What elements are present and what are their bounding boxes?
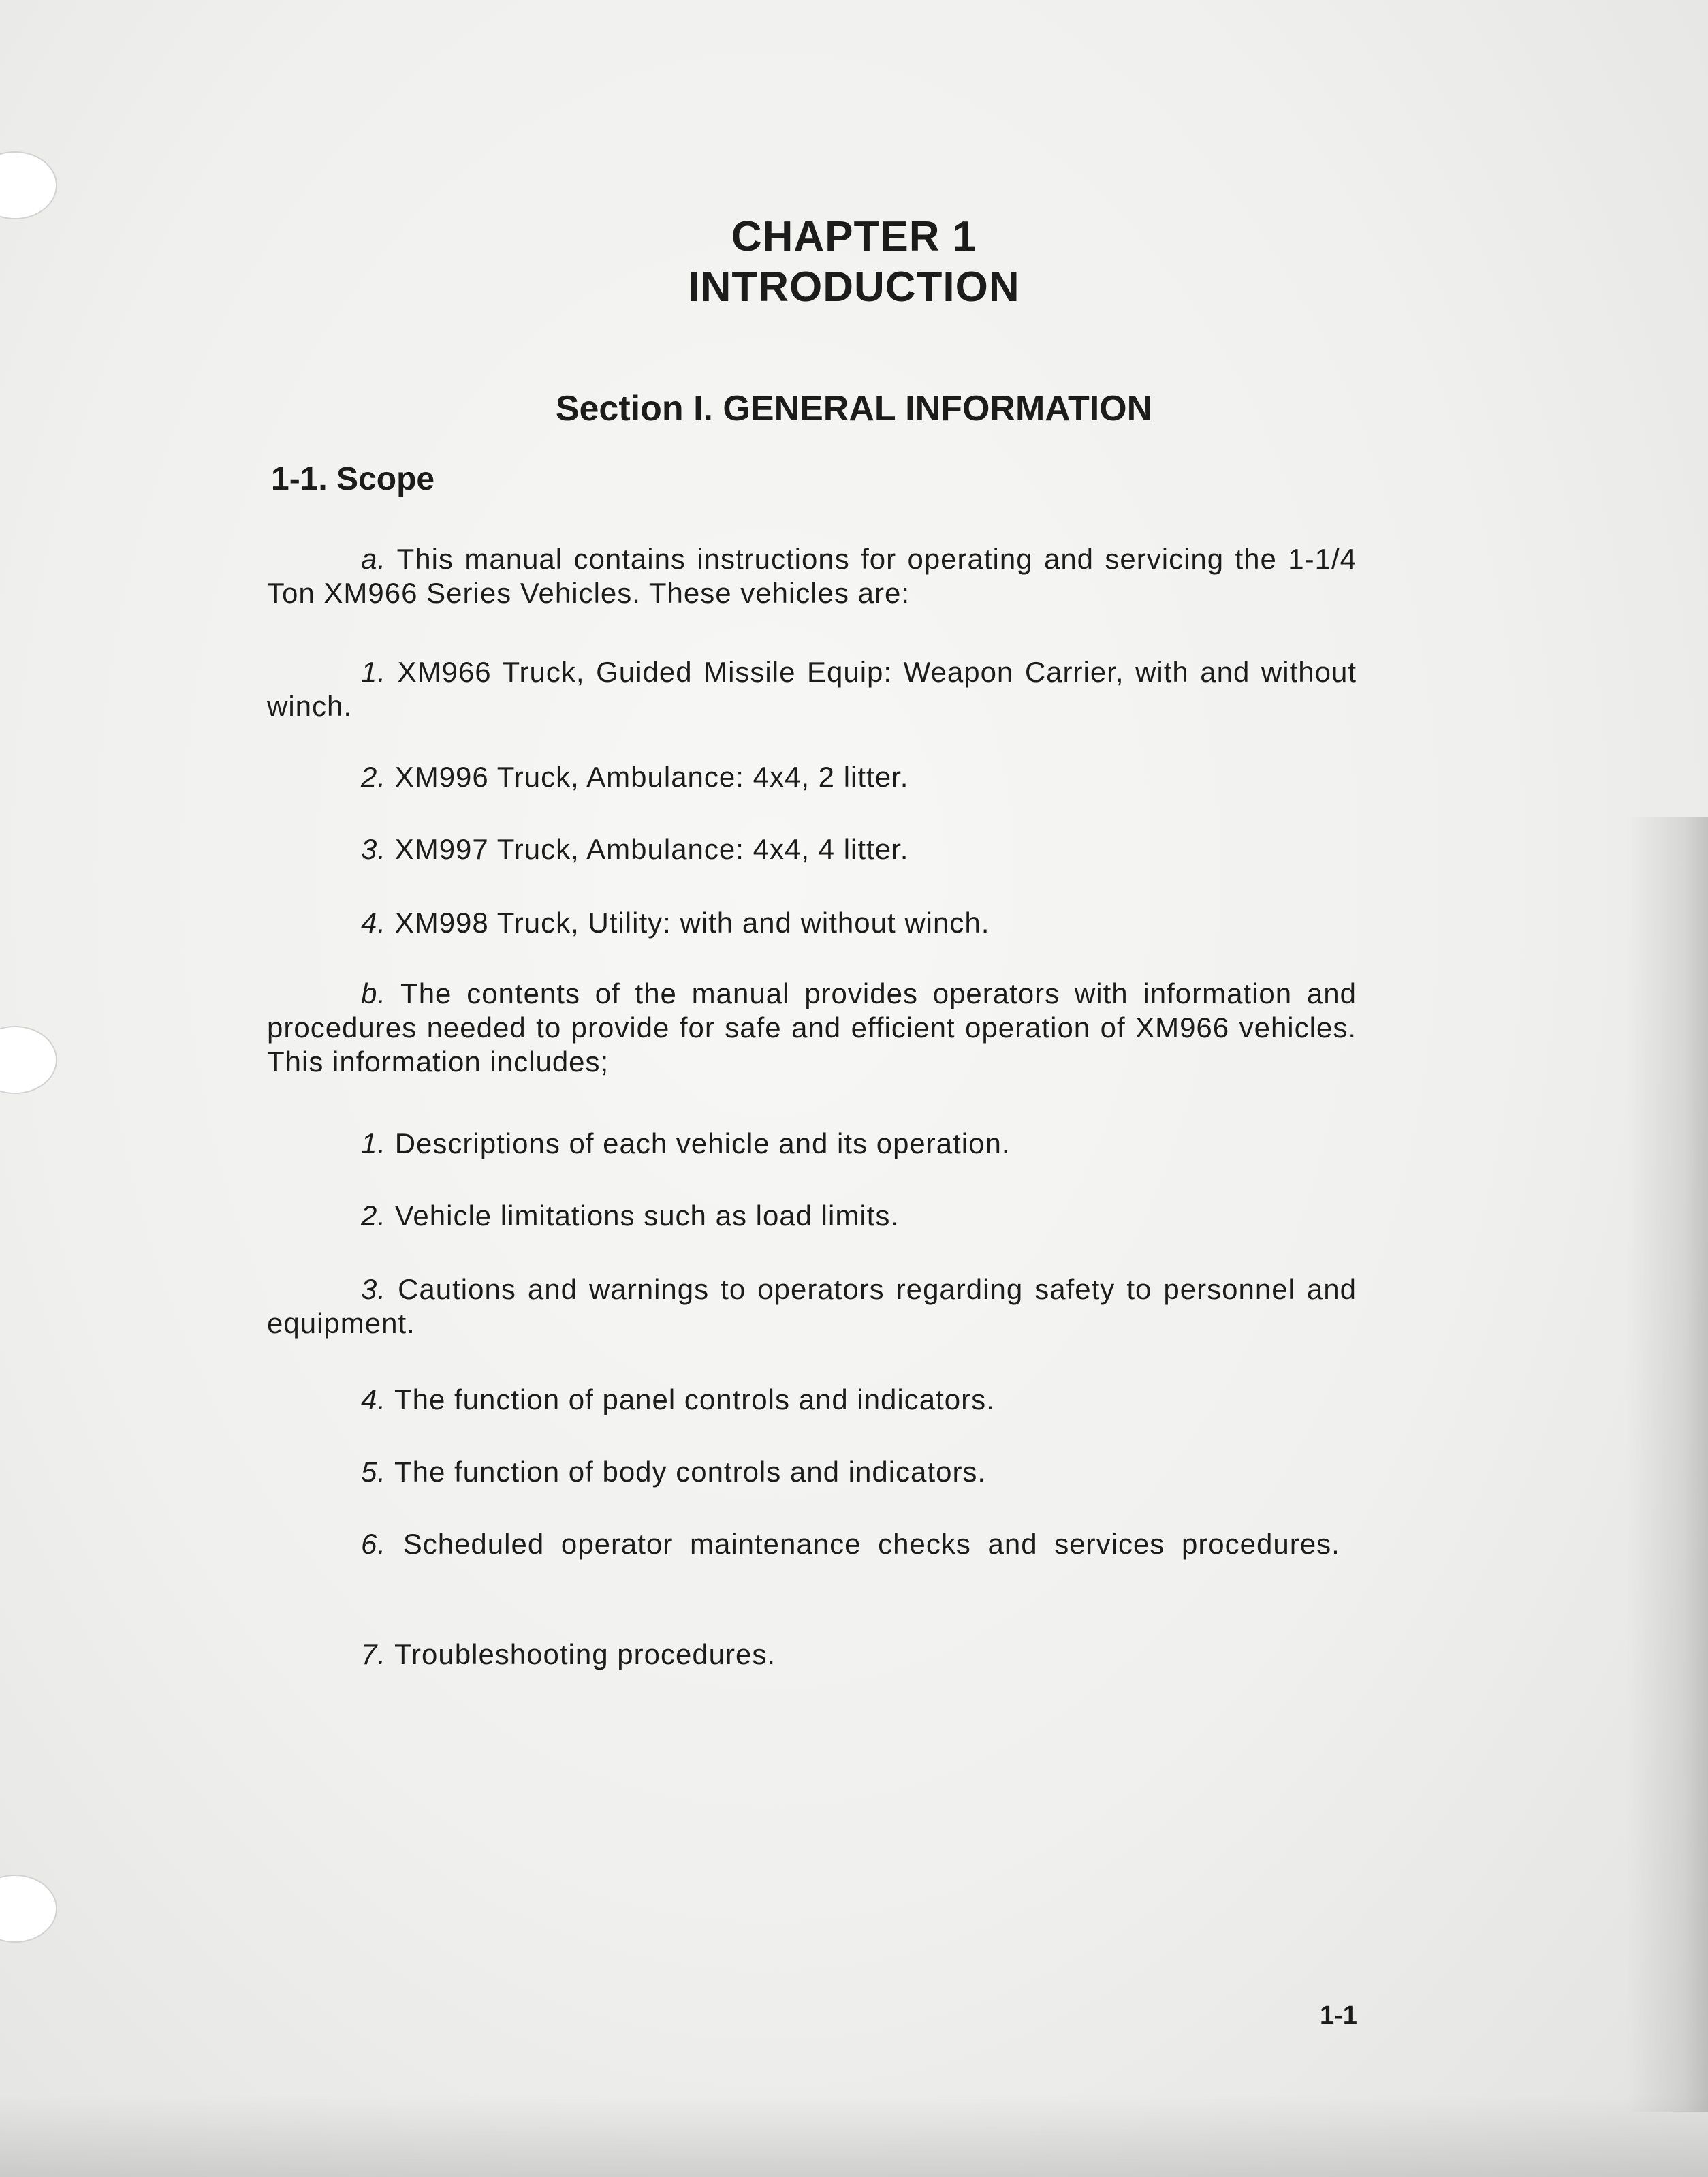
list-item — [267, 760, 1357, 794]
list-item-text: XM996 Truck, Ambulance: 4x4, 2 litter. — [394, 761, 909, 793]
list-item-marker: 3. — [361, 1273, 387, 1305]
paragraph-b — [267, 977, 1357, 1079]
binder-hole-bottom — [0, 1875, 57, 1943]
list-item-marker: 1. — [361, 656, 387, 688]
list-item-text: XM997 Truck, Ambulance: 4x4, 4 litter. — [394, 833, 909, 865]
list-item-marker: 5. — [361, 1456, 387, 1488]
list-item — [267, 1638, 1357, 1672]
list-item-marker: 7. — [361, 1638, 387, 1670]
list-item-marker: 2. — [361, 761, 387, 793]
list-item-text: The function of panel controls and indicators. — [394, 1383, 995, 1415]
list-item-marker: 4. — [361, 1383, 387, 1415]
list-item — [267, 1383, 1357, 1417]
list-item — [267, 1527, 1357, 1561]
chapter-number: CHAPTER 1 — [731, 213, 977, 260]
chapter-title: INTRODUCTION — [688, 264, 1020, 311]
list-item-text: Scheduled operator maintenance checks and services procedures. — [402, 1528, 1340, 1560]
list-item — [267, 832, 1357, 866]
list-item-text: Troubleshooting procedures. — [394, 1638, 776, 1670]
list-item-marker: 2. — [361, 1200, 387, 1232]
list-item-marker: 3. — [361, 833, 387, 865]
paragraph-heading: 1-1. Scope — [271, 461, 435, 497]
list-item-text: The function of body controls and indicators. — [394, 1456, 987, 1488]
paragraph-b-text: The contents of the manual provides operators with information and procedures needed to provide for safe and efficient operation of XM966 vehicles. This information includes; — [267, 977, 1357, 1078]
binder-hole-middle — [0, 1026, 57, 1094]
page-edge-shadow-bottom — [0, 2095, 1708, 2177]
list-item-text: Vehicle limitations such as load limits. — [394, 1200, 900, 1232]
binder-hole-top — [0, 151, 57, 219]
list-item — [267, 1455, 1357, 1489]
list-item-text: XM966 Truck, Guided Missile Equip: Weapon Carrier, with and without winch. — [267, 656, 1357, 722]
paragraph-a — [267, 542, 1357, 610]
list-item — [267, 906, 1357, 940]
list-item-text: XM998 Truck, Utility: with and without winch. — [394, 907, 990, 939]
list-item — [267, 1199, 1357, 1233]
page-number: 1-1 — [1320, 2001, 1357, 2030]
list-item-marker: 1. — [361, 1127, 387, 1159]
paragraph-a-marker: a. — [361, 543, 387, 575]
list-item — [267, 1127, 1357, 1161]
list-item-text: Descriptions of each vehicle and its operation. — [394, 1127, 1011, 1159]
list-item-marker: 6. — [361, 1528, 387, 1560]
list-item — [267, 1272, 1357, 1341]
paragraph-b-marker: b. — [361, 977, 387, 1009]
page-edge-shadow-right — [1626, 817, 1708, 2112]
paragraph-a-text: This manual contains instructions for operating and servicing the 1-1/4 Ton XM966 Series Vehicles. These vehicles are: — [267, 543, 1357, 609]
list-item-marker: 4. — [361, 907, 387, 939]
list-item-text: Cautions and warnings to operators regarding safety to personnel and equipment. — [267, 1273, 1357, 1339]
section-title: Section I. GENERAL INFORMATION — [555, 389, 1153, 428]
list-item — [267, 655, 1357, 723]
